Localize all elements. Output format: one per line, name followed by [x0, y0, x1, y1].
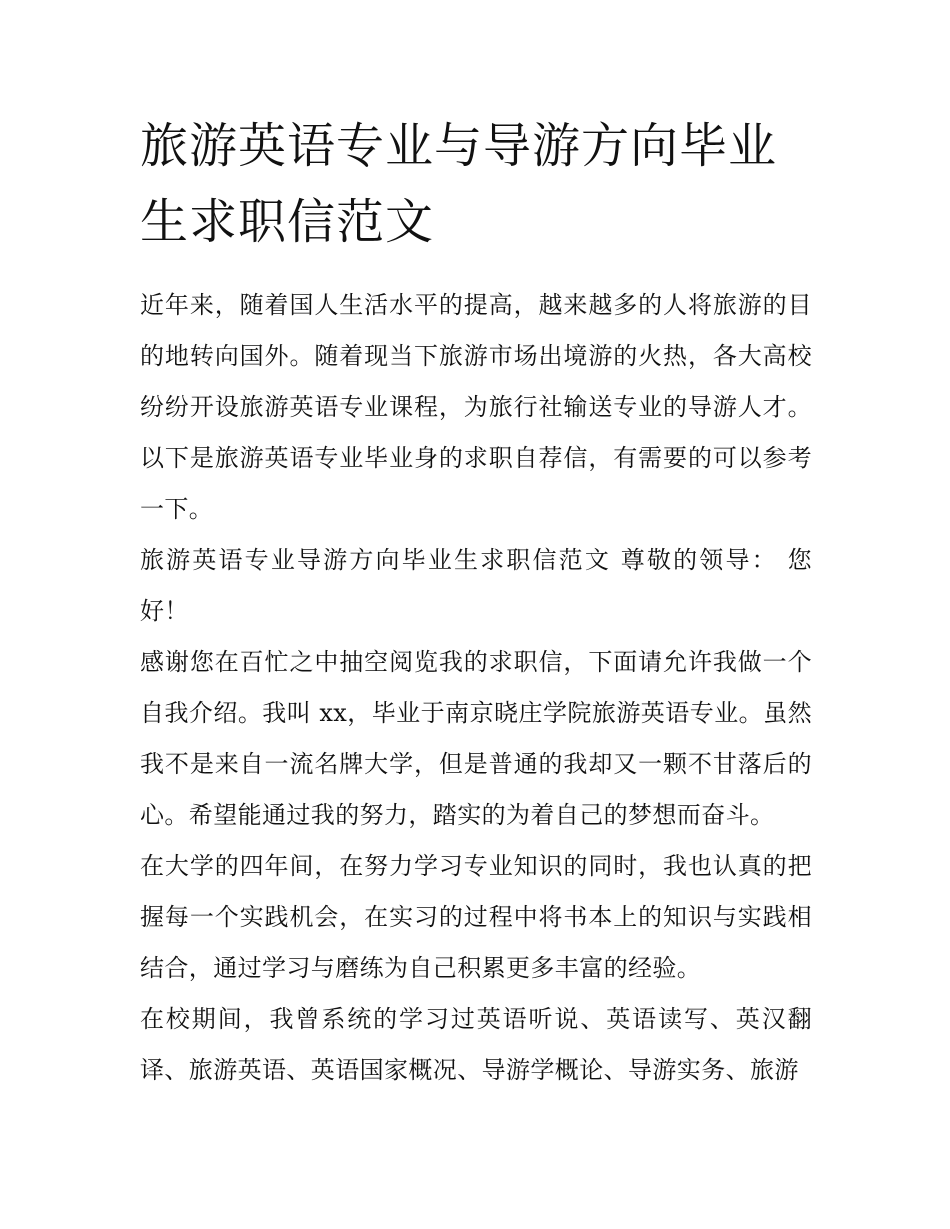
document-title: 旅游英语专业与导游方向毕业生求职信范文	[140, 118, 778, 250]
document-body	[140, 280, 812, 1096]
paragraph-self-introduction: 感谢您在百忙之中抽空阅览我的求职信，下面请允许我做一个自我介绍。我叫 xx，毕业于南京晓庄学院旅游英语专业。虽然我不是来自一流名牌大学，但是普通的我却又一颗不甘落后的心。希望能通过我的努力，踏实的为着自己的梦想而奋斗。	[140, 648, 812, 829]
paragraph-university-years: 在大学的四年间，在努力学习专业知识的同时，我也认真的把握每一个实践机会，在实习的过程中将书本上的知识与实践相结合，通过学习与磨练为自己积累更多丰富的经验。	[140, 852, 812, 982]
paragraph-courses: 在校期间，我曾系统的学习过英语听说、英语读写、英汉翻译、旅游英语、英语国家概况、导游学概论、导游实务、旅游	[140, 1005, 812, 1084]
paragraph-salutation: 旅游英语专业导游方向毕业生求职信范文 尊敬的领导： 您好！	[140, 546, 812, 625]
paragraph-intro: 近年来，随着国人生活水平的提高，越来越多的人将旅游的目的地转向国外。随着现当下旅游市场出境游的火热，各大高校纷纷开设旅游英语专业课程，为旅行社输送专业的导游人才。以下是旅游英语专业毕业身的求职自荐信，有需要的可以参考一下。	[140, 291, 812, 523]
document-page	[140, 108, 812, 1096]
